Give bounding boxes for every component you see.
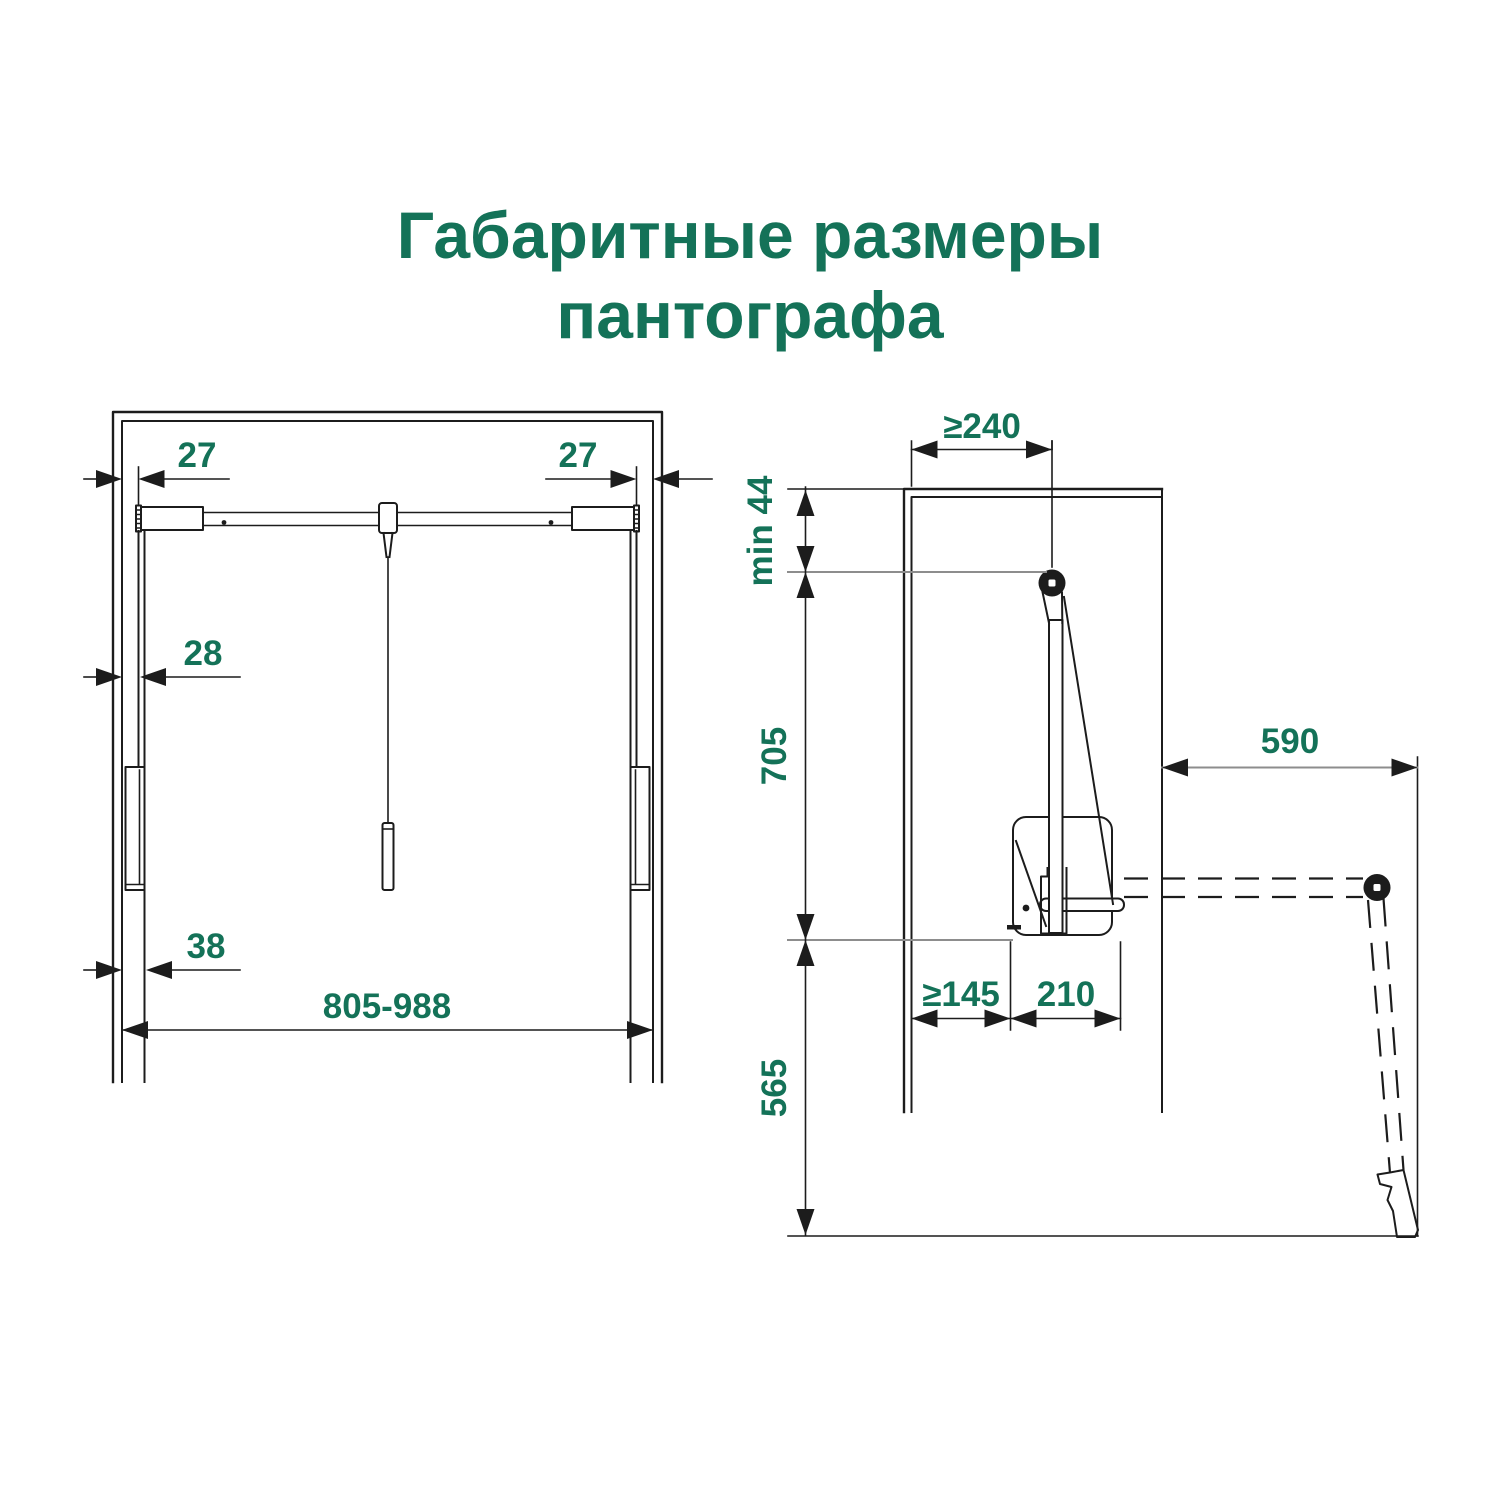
pivot-neck — [1043, 592, 1063, 623]
page-title — [397, 198, 1103, 352]
lift-arm-edge — [1064, 597, 1113, 904]
dim-min-depth — [912, 407, 1053, 486]
side-mechanism-body — [1007, 592, 1124, 935]
dim-label-top-clearance: min 44 — [741, 475, 780, 587]
front-view — [84, 412, 712, 1082]
front-hanging-rod — [136, 503, 639, 557]
front-right-rail — [631, 531, 650, 1082]
dim-label-27-right: 27 — [558, 436, 598, 475]
dim-label-27-left: 27 — [177, 436, 217, 475]
body-base-mark — [1007, 925, 1021, 930]
dim-38 — [84, 927, 240, 979]
body-screw — [1023, 905, 1030, 912]
dim-label-width-range: 805-988 — [322, 987, 452, 1026]
side-extended-rail — [1124, 874, 1418, 1237]
dim-label-38: 38 — [186, 927, 226, 966]
rod-left-stop — [222, 520, 227, 525]
dim-vertical-chain — [741, 475, 815, 1235]
dim-label-extension-reach: 590 — [1260, 722, 1320, 761]
rail-drop-bracket — [1378, 1170, 1419, 1237]
rod-right-sleeve — [572, 507, 634, 530]
dim-label-back-clearance: ≥145 — [922, 975, 1000, 1014]
rod-right-stop — [549, 520, 554, 525]
front-left-rail — [126, 531, 145, 1082]
dim-label-upper-height: 705 — [755, 726, 794, 786]
dim-label-min-depth: ≥240 — [943, 407, 1021, 446]
side-view — [741, 407, 1418, 1237]
rod-center-slider — [379, 503, 397, 557]
dim-27-left — [84, 436, 229, 504]
dim-label-drop-height: 565 — [755, 1058, 794, 1118]
front-pull-handle — [383, 557, 394, 890]
title-line-2: пантографа — [556, 278, 944, 352]
title-line-1: Габаритные размеры — [396, 198, 1104, 272]
dim-extension-reach — [1162, 722, 1418, 1236]
rod-left-tube — [203, 513, 379, 526]
rod-right-tube — [397, 513, 572, 526]
dim-label-body-depth: 210 — [1036, 975, 1096, 1014]
lift-tube — [1049, 620, 1063, 933]
dim-label-28: 28 — [183, 634, 223, 673]
side-pivot — [1039, 441, 1066, 597]
dim-base-offsets — [912, 942, 1121, 1030]
dim-28 — [84, 634, 240, 686]
rod-right-thread — [634, 506, 639, 532]
dim-width-range — [122, 987, 653, 1039]
dim-27-right — [546, 436, 712, 504]
rod-left-sleeve — [141, 507, 203, 530]
